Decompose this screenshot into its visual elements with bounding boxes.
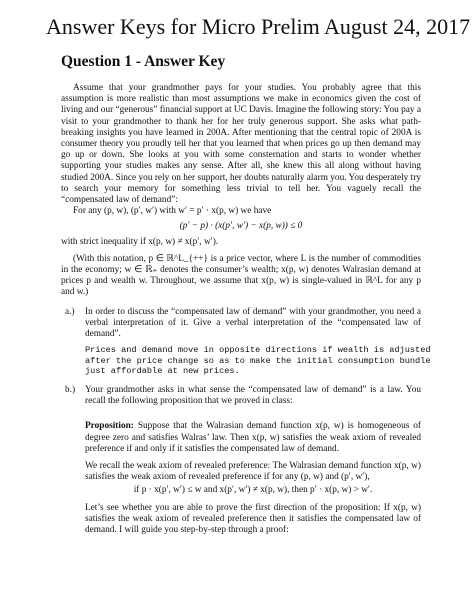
- question-heading: Question 1 - Answer Key: [61, 53, 226, 70]
- for-any-line: For any (p, w), (p′, w′) with w′ = p′ · x(p, w) we have: [73, 206, 272, 217]
- notation-paragraph: (With this notation, p ∈ ℝ^L_{++} is a price vector, where L is the number of commodities in the economy; w ∈ ℝ₊ denotes the consumer’s wealth; x(p, w) denotes Walrasian demand at prices p and wealth w. Throughout, we assume that x(p, w) is single-valued in ℝ^L for any p and w.): [61, 253, 421, 298]
- part-b-label: b.): [65, 385, 76, 396]
- part-a-question: In order to discuss the “compensated law of demand” with your grandmother, you need a verbal interpretation of it. Give a verbal interpretation of the “compensated law of demand”.: [85, 306, 421, 340]
- proposition: [85, 421, 421, 455]
- intro-paragraph: Assume that your grandmother pays for your studies. You probably agree that this assumption is more realistic than most assumptions we make in economics given the cost of living and our “generous” financial support at UC Davis. Imagine the following story: You pay a visit to your grandmother to thank her for her truly generous support. She asks what path-breaking insights you have learned in 200A. After mentioning that the central topic of 200A is consumer theory you proudly tell her that you learned that when prices go up then demand may go up or down. She looks at you with some consternation and starts to wonder whether supporting your studies makes any sense. After all, she knew this all along without having studied 200A. Since you rely on her support, her doubts naturally alarm you. You desperately try to search your memory for something less trivial to tell her. You vaguely recall the “compensated law of demand”:: [61, 83, 421, 206]
- proof-guide: Let’s see whether you are able to prove the first direction of the proposition: If x(p, w) satisfies the weak axiom of revealed preference then it satisfies the compensated law of demand. I will guide you step-by-step through a proof:: [85, 502, 421, 536]
- part-b-question: Your grandmother asks in what sense the “compensated law of demand” is a law. You recall the following proposition that we proved in class:: [85, 385, 421, 407]
- part-a: [61, 306, 431, 377]
- document-title: Answer Keys for Micro Prelim August 24, 2017: [46, 14, 471, 39]
- part-b: [61, 385, 421, 536]
- war-intro: We recall the weak axiom of revealed preference: The Walrasian demand function x(p, w) satisfies the weak axiom of revealed preference if for any (p, w) and (p′, w′),: [85, 461, 421, 483]
- part-a-answer: Prices and demand move in opposite directions if wealth is adjusted after the price change so as to make the initial consumption bundle just affordable at new prices.: [85, 345, 431, 377]
- compensated-law-inequality: (p′ − p) · (x(p′, w′) − x(p, w)) ≤ 0: [179, 221, 303, 232]
- proposition-text: Suppose that the Walrasian demand function x(p, w) is homogeneous of degree zero and satisfies Walras’ law. Then x(p, w) satisfies the weak axiom of revealed preference if and only if it satisfies the compensated law of demand.: [85, 421, 421, 454]
- strict-inequality-line: with strict inequality if x(p, w) ≠ x(p′, w′).: [61, 236, 219, 247]
- document-body: [61, 83, 431, 536]
- proposition-label: Proposition:: [85, 421, 134, 432]
- war-condition: if p · x(p′, w′) ≤ w and x(p′, w′) ≠ x(p, w), then p′ · x(p, w) > w′.: [133, 485, 373, 496]
- part-a-label: a.): [65, 306, 75, 317]
